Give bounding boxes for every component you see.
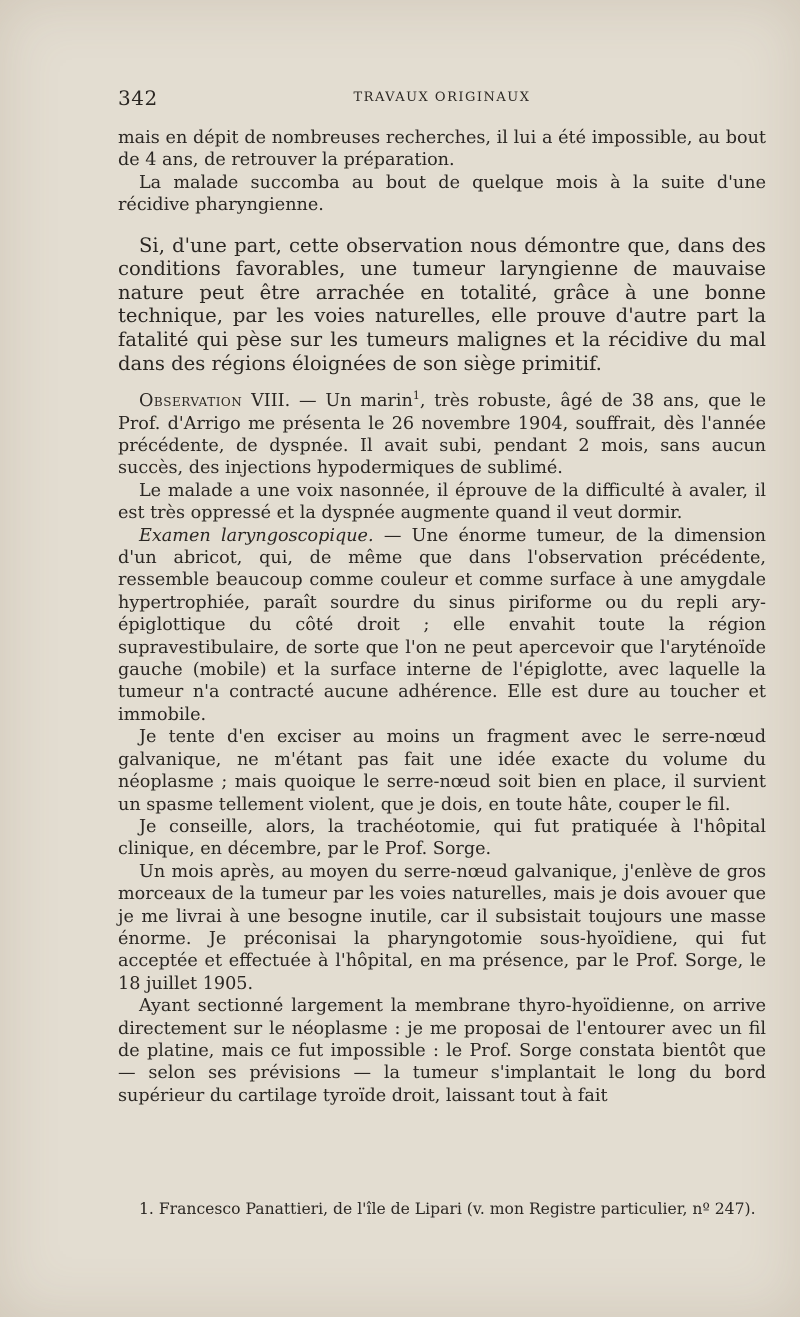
observation-body: , très robuste, âgé de 38 ans, que le Prof. d'Arrigo me présenta le 26 novembre 1904, souffrait, dès l'année précédente, de dyspnée. Il avait subi, pendant 2 mois, sans aucun succès, des injections hypodermiques de sublimé. — [118, 391, 767, 479]
paragraph-excision: Je tente d'en exciser au moins un fragment avec le serre-nœud galvanique, ne m'étant pas fait une idée exacte du volume du néoplasme ; mais quoique le serre-nœud soit bien en place, il survient un spasme tellement violent, que je dois, en toute hâte, couper le fil. — [118, 727, 766, 815]
paragraph-pharyngotomy: Un mois après, au moyen du serre-nœud galvanique, j'enlève de gros morceaux de la tumeur par les voies naturelles, mais je dois avouer que je me livrai à une besogne inutile, car il subsistait toujours une masse énorme. Je préconisai la pharyngotomie sous-hyoïdiene, qui fut acceptée et effectuée à l'hôpital, en ma présence, par le Prof. Sorge, le 18 juillet 1905. — [118, 861, 766, 994]
footnote — [118, 1199, 766, 1220]
observation-number: VIII. — [251, 391, 291, 412]
observation-paragraph — [118, 390, 766, 480]
running-head: TRAVAUX ORIGINAUX — [353, 90, 531, 105]
footnote-reference: 1 — [412, 389, 420, 403]
exam-text: — Une énorme tumeur, de la dimension d'un abricot, qui, de même que dans l'observation précédente, ressemble beaucoup comme couleur et comme surface à une amygdale hypertrophiée, paraît sourdre du sinus piriforme ou du repli ary-épiglottique du côté droit ; elle envahit toute la région supravestibulaire, de sorte que l'on ne peut apercevoir que l'aryténoïde gauche (mobile) et la surface interne de l'épiglotte, avec laquelle la tumeur n'a contracté aucune adhérence. Elle est dure au toucher et immobile. — [118, 525, 766, 725]
page-number: 342 — [118, 86, 158, 110]
exam-paragraph — [118, 525, 766, 727]
body-text — [118, 127, 766, 1107]
paragraph-1: mais en dépit de nombreuses recherches, il lui a été impossible, au bout de 4 ans, de retrouver la préparation. — [118, 128, 766, 171]
footnote-text: 1. Francesco Panattieri, de l'île de Lipari (v. mon Registre particulier, nº 247). — [139, 1200, 756, 1218]
paragraph-operation: Ayant sectionné largement la membrane thyro-hyoïdienne, on arrive directement sur le néoplasme : je me proposai de l'entourer avec un fil de platine, mais ce fut impossible : le Prof. Sorge constata bientôt que — selon ses prévisions — la tumeur s'implantait le long du bord supérieur du cartilage tyroïde droit, laissant tout à fait — [118, 996, 766, 1106]
paragraph-conclusion: Si, d'une part, cette observation nous démontre que, dans des conditions favorables, une tumeur laryngienne de mauvaise nature peut être arrachée en totalité, grâce à une bonne technique, par les voies naturelles, elle prouve d'autre part la fatalité qui pèse sur les tumeurs malignes et la récidive du mal dans des régions éloignées de son siège primitif. — [118, 233, 766, 375]
observation-intro: — Un marin — [290, 391, 413, 412]
paragraph-2: La malade succomba au bout de quelque mois à la suite d'une récidive pharyngienne. — [118, 172, 766, 216]
observation-label: Observation — [139, 391, 243, 412]
page-header — [118, 86, 766, 110]
paragraph-symptoms: Le malade a une voix nasonnée, il éprouve de la difficulté à avaler, il est très oppressé et la dyspnée augmente quand il veut dormir. — [118, 480, 766, 524]
paragraph-tracheotomy: Je conseille, alors, la trachéotomie, qui fut pratiquée à l'hôpital clinique, en décembre, par le Prof. Sorge. — [118, 816, 766, 860]
exam-heading: Examen laryngoscopique. — [139, 525, 374, 546]
